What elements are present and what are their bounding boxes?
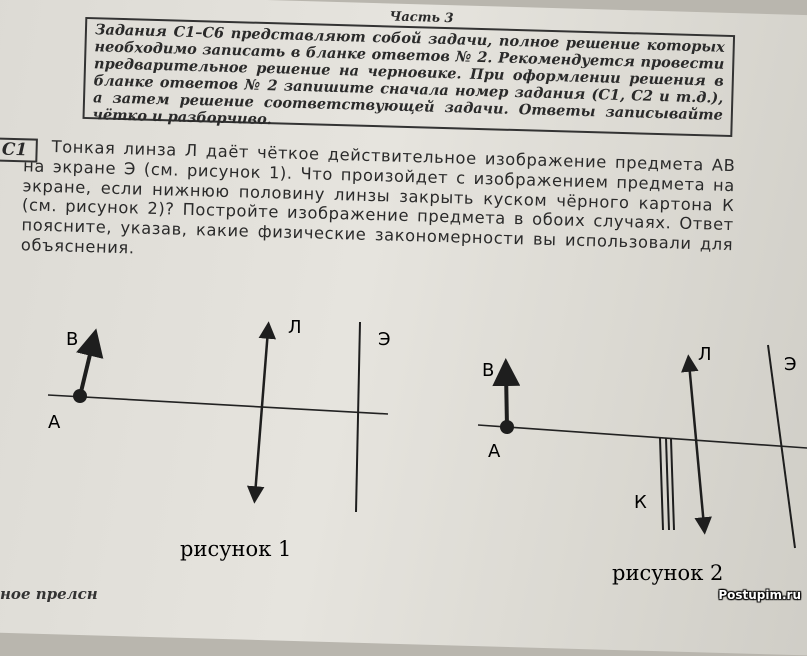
label-b-2: В xyxy=(482,360,495,381)
lens-1 xyxy=(255,330,268,495)
task-number-tag: С1 xyxy=(0,137,38,162)
screen-1 xyxy=(356,322,360,512)
label-b-1: В xyxy=(66,329,79,350)
part-label: Часть 3 xyxy=(389,9,454,27)
label-screen-1: Э xyxy=(378,329,391,350)
label-a-2: А xyxy=(488,441,501,462)
watermark: Postupim.ru xyxy=(718,588,801,602)
object-point-a-2 xyxy=(500,420,514,434)
label-screen-2: Э xyxy=(784,354,797,375)
cut-off-text: ное прелсн xyxy=(0,585,98,603)
figure-1 xyxy=(48,317,391,561)
caption-1: рисунок 1 xyxy=(180,537,292,561)
black-card xyxy=(660,438,674,530)
lens-2 xyxy=(689,363,704,526)
optical-axis-1 xyxy=(48,395,388,414)
object-point-a-1 xyxy=(73,389,87,403)
instructions-box: Задания С1–С6 представляют собой задачи, полное решение которых необходимо записать в бланке ответов № 2. Рекомендуется провести предварительное решение на черновике. При оформлении решения в бланке ответов № 2 запишите сначала номер задания (С1, С2 и т.д.), а затем решение соответствующей задачи. Ответы записывайте чётко и разборчиво. xyxy=(82,17,735,137)
task-text: Тонкая линза Л даёт чёткое действительное изображение предмета АВ на экране Э (см. рисунок 1). Что произойдет с изображением предмета на экране, если нижнюю половину линзы закрыть куском чёрного картона К (см. рисунок 2)? Постройте изображение предмета в обоих случаях. Ответ поясните, указав, какие физические закономерности вы использовали для объяснения. xyxy=(20,137,736,258)
label-lens-1: Л xyxy=(288,317,302,338)
optical-axis-2 xyxy=(478,425,807,448)
object-arrow-1 xyxy=(80,342,93,396)
caption-2: рисунок 2 xyxy=(612,561,724,585)
figure-2 xyxy=(478,344,807,585)
label-card-2: К xyxy=(634,492,647,513)
label-a-1: А xyxy=(48,412,61,433)
object-arrow-2 xyxy=(506,372,507,427)
label-lens-2: Л xyxy=(698,344,712,365)
